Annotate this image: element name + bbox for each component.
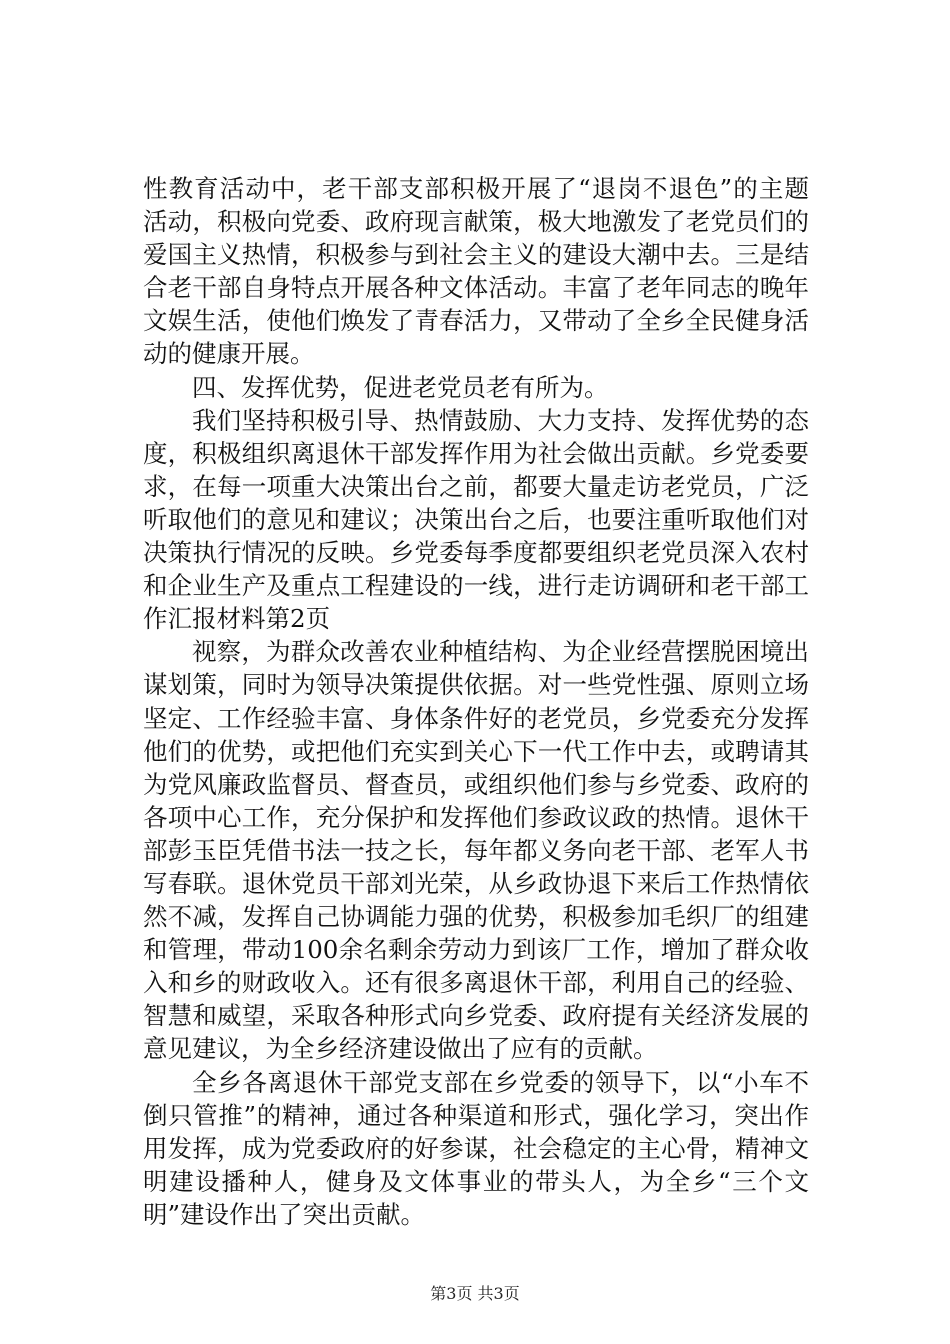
text-line: 意见建议，为全乡经济建设做出了应有的贡献。 bbox=[143, 1034, 658, 1064]
text-line: 谋划策，同时为领导决策提供依据。对一些党性强、原则立场 bbox=[143, 670, 809, 700]
text-line: 明建设播种人，健身及文体事业的带头人，为全乡“三个文 bbox=[143, 1166, 809, 1196]
text-line: 用发挥，成为党委政府的好参谋，社会稳定的主心骨，精神文 bbox=[143, 1133, 809, 1163]
text-line: 和企业生产及重点工程建设的一线，进行走访调研和老干部工 bbox=[143, 571, 809, 601]
text-line: 文娱生活，使他们焕发了青春活力，又带动了全乡全民健身活 bbox=[143, 306, 809, 336]
text-line: 视察，为群众改善农业种植结构、为企业经营摆脱困境出 bbox=[192, 637, 809, 667]
text-line: 部彭玉臣凭借书法一技之长，每年都义务向老干部、老军人书 bbox=[143, 835, 809, 865]
text-line: 然不减，发挥自己协调能力强的优势，积极参加毛织厂的组建 bbox=[143, 902, 809, 932]
text-line: 动的健康开展。 bbox=[143, 339, 315, 369]
text-line: 倒只管推”的精神，通过各种渠道和形式，强化学习，突出作 bbox=[143, 1100, 809, 1130]
section-heading: 四、发挥优势，促进老党员老有所为。 bbox=[192, 372, 609, 402]
text-line: 他们的优势，或把他们充实到关心下一代工作中去，或聘请其 bbox=[143, 736, 809, 766]
text-line: 决策执行情况的反映。乡党委每季度都要组织老党员深入农村 bbox=[143, 538, 809, 568]
text-line: 智慧和威望，采取各种形式向乡党委、政府提有关经济发展的 bbox=[143, 1001, 809, 1031]
text-line: 爱国主义热情，积极参与到社会主义的建设大潮中去。三是结 bbox=[143, 240, 809, 270]
page-number-footer: 第3页 共3页 bbox=[430, 1284, 520, 1303]
text-line: 合老干部自身特点开展各种文体活动。丰富了老年同志的晚年 bbox=[143, 273, 809, 303]
text-line: 各项中心工作，充分保护和发挥他们参政议政的热情。退休干 bbox=[143, 802, 809, 832]
text-line: 和管理，带动100余名剩余劳动力到该厂工作，增加了群众收 bbox=[143, 935, 809, 965]
text-line: 活动，积极向党委、政府现言献策，极大地激发了老党员们的 bbox=[143, 207, 809, 237]
text-line: 坚定、工作经验丰富、身体条件好的老党员，乡党委充分发挥 bbox=[143, 703, 809, 733]
text-line: 明”建设作出了突出贡献。 bbox=[143, 1199, 426, 1229]
text-line: 我们坚持积极引导、热情鼓励、大力支持、发挥优势的态 bbox=[192, 405, 809, 435]
text-line: 作汇报材料第2页 bbox=[143, 604, 331, 634]
text-line: 为党风廉政监督员、督查员，或组织他们参与乡党委、政府的 bbox=[143, 769, 809, 799]
text-line: 听取他们的意见和建议；决策出台之后，也要注重听取他们对 bbox=[143, 504, 809, 534]
text-line: 度，积极组织离退休干部发挥作用为社会做出贡献。乡党委要 bbox=[143, 438, 809, 468]
text-line: 全乡各离退休干部党支部在乡党委的领导下，以“小车不 bbox=[192, 1067, 809, 1097]
text-line: 求，在每一项重大决策出台之前，都要大量走访老党员，广泛 bbox=[143, 471, 809, 501]
text-line: 写春联。退休党员干部刘光荣，从乡政协退下来后工作热情依 bbox=[143, 868, 809, 898]
document-body bbox=[143, 172, 809, 1231]
text-line: 性教育活动中，老干部支部积极开展了“退岗不退色”的主题 bbox=[143, 174, 809, 203]
text-line: 入和乡的财政收入。还有很多离退休干部，利用自己的经验、 bbox=[143, 968, 809, 998]
